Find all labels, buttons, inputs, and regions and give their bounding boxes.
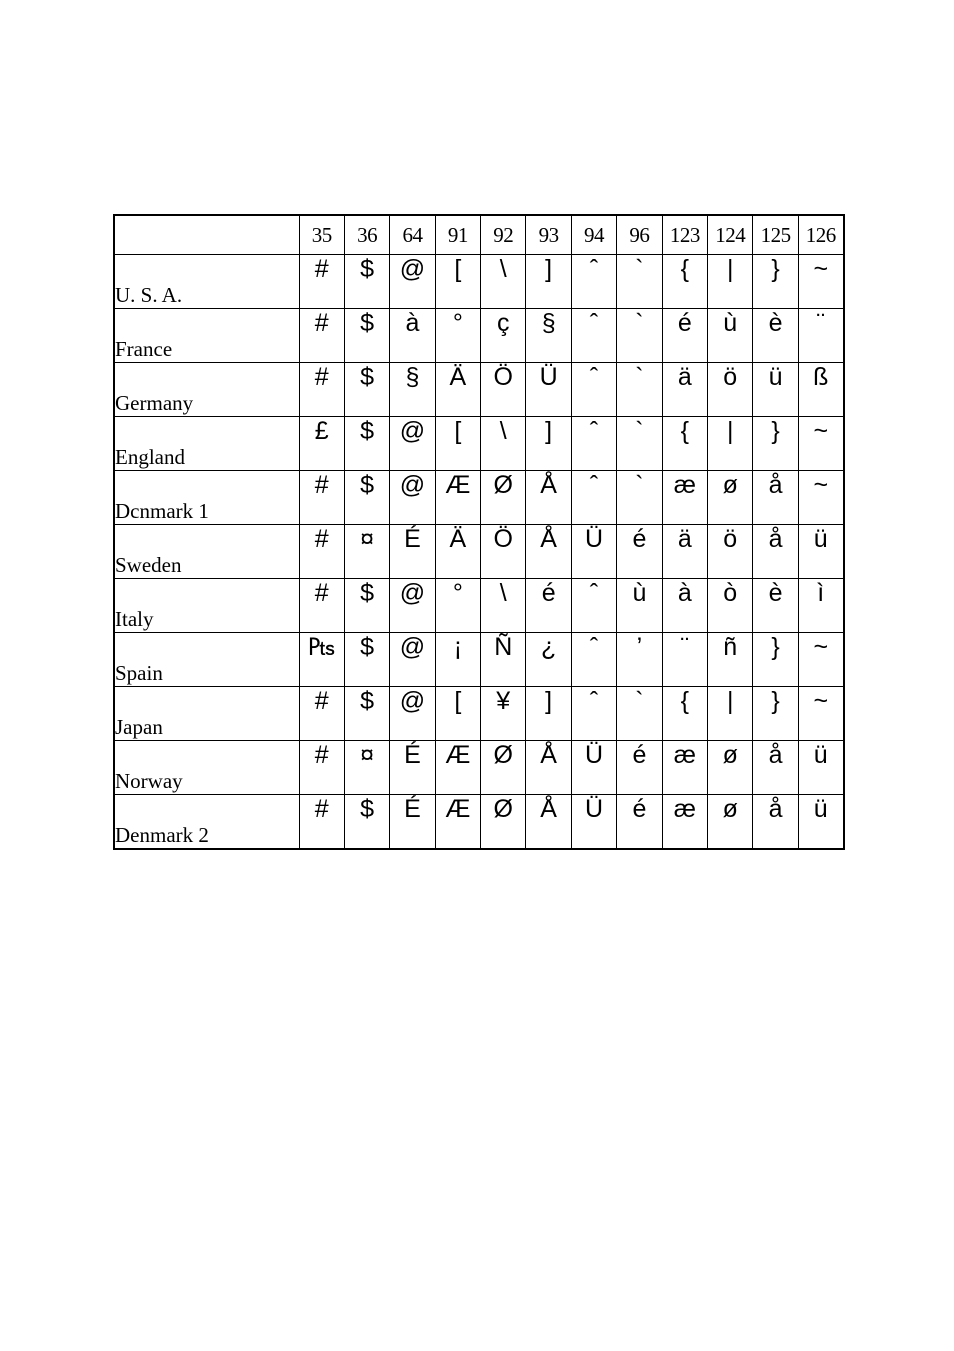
character-cell: Ä — [435, 363, 480, 417]
character-cell: ¤ — [344, 525, 389, 579]
character-cell: # — [299, 579, 344, 633]
character-cell: Å — [526, 795, 571, 850]
country-name: Spain — [114, 633, 299, 687]
character-cell: { — [662, 255, 707, 309]
character-cell: Å — [526, 525, 571, 579]
character-cell: # — [299, 525, 344, 579]
character-cell: $ — [344, 687, 389, 741]
column-code: 91 — [435, 215, 480, 255]
country-name: France — [114, 309, 299, 363]
character-cell: ° — [435, 579, 480, 633]
character-cell: ` — [617, 687, 662, 741]
table-row — [114, 741, 844, 795]
character-cell: $ — [344, 795, 389, 850]
character-cell: ₧ — [299, 633, 344, 687]
character-cell: ø — [708, 471, 753, 525]
column-code: 36 — [344, 215, 389, 255]
character-cell: ` — [617, 417, 662, 471]
character-cell: ` — [617, 255, 662, 309]
character-cell: é — [617, 525, 662, 579]
column-code: 94 — [571, 215, 616, 255]
character-cell: è — [753, 309, 798, 363]
character-cell: Å — [526, 741, 571, 795]
character-cell: ° — [435, 309, 480, 363]
character-cell: $ — [344, 309, 389, 363]
country-name: Dcnmark 1 — [114, 471, 299, 525]
character-cell: ß — [798, 363, 843, 417]
character-cell: ~ — [798, 471, 843, 525]
column-code: 124 — [708, 215, 753, 255]
country-name: England — [114, 417, 299, 471]
character-cell: # — [299, 255, 344, 309]
character-cell: $ — [344, 363, 389, 417]
character-cell: | — [708, 417, 753, 471]
character-cell: é — [662, 309, 707, 363]
character-cell: { — [662, 417, 707, 471]
character-cell: # — [299, 363, 344, 417]
character-cell: # — [299, 309, 344, 363]
character-cell: ü — [798, 525, 843, 579]
character-cell: # — [299, 687, 344, 741]
character-cell: @ — [390, 417, 435, 471]
column-code: 35 — [299, 215, 344, 255]
table-row — [114, 363, 844, 417]
character-cell: ¨ — [798, 309, 843, 363]
character-cell: $ — [344, 579, 389, 633]
character-cell: ¥ — [481, 687, 526, 741]
character-cell: æ — [662, 471, 707, 525]
character-cell: Ä — [435, 525, 480, 579]
character-cell: ø — [708, 741, 753, 795]
character-cell: £ — [299, 417, 344, 471]
character-cell: ì — [798, 579, 843, 633]
column-code: 125 — [753, 215, 798, 255]
character-cell: $ — [344, 633, 389, 687]
character-cell: Ø — [481, 741, 526, 795]
character-cell: # — [299, 795, 344, 850]
character-cell: Å — [526, 471, 571, 525]
character-cell: à — [662, 579, 707, 633]
character-cell: Ø — [481, 471, 526, 525]
table-row — [114, 417, 844, 471]
character-cell: ñ — [708, 633, 753, 687]
country-name: Japan — [114, 687, 299, 741]
character-cell: ¿ — [526, 633, 571, 687]
country-name: U. S. A. — [114, 255, 299, 309]
character-cell: } — [753, 255, 798, 309]
character-cell: { — [662, 687, 707, 741]
character-cell: @ — [390, 255, 435, 309]
table-row — [114, 687, 844, 741]
character-cell: $ — [344, 471, 389, 525]
character-cell: ˆ — [571, 417, 616, 471]
character-cell: å — [753, 525, 798, 579]
country-name: Sweden — [114, 525, 299, 579]
character-cell: # — [299, 741, 344, 795]
character-cell: ü — [798, 741, 843, 795]
character-cell: é — [617, 741, 662, 795]
character-cell: Æ — [435, 741, 480, 795]
character-cell: ~ — [798, 417, 843, 471]
character-cell: ü — [753, 363, 798, 417]
table-row — [114, 633, 844, 687]
character-cell: } — [753, 633, 798, 687]
character-cell: ¡ — [435, 633, 480, 687]
table-row — [114, 525, 844, 579]
table-row — [114, 471, 844, 525]
character-cell: Ü — [526, 363, 571, 417]
character-cell: $ — [344, 255, 389, 309]
character-cell: Æ — [435, 795, 480, 850]
character-cell: ç — [481, 309, 526, 363]
character-cell: @ — [390, 633, 435, 687]
character-cell: [ — [435, 687, 480, 741]
header-row — [114, 215, 844, 255]
character-cell: § — [526, 309, 571, 363]
character-cell: ˆ — [571, 471, 616, 525]
character-cell: § — [390, 363, 435, 417]
character-cell: ] — [526, 255, 571, 309]
character-cell: Ü — [571, 741, 616, 795]
character-cell: Ø — [481, 795, 526, 850]
character-cell: æ — [662, 741, 707, 795]
corner-cell — [114, 215, 299, 255]
character-cell: ’ — [617, 633, 662, 687]
character-cell: é — [526, 579, 571, 633]
character-cell: ~ — [798, 633, 843, 687]
character-cell: ] — [526, 687, 571, 741]
character-cell: ä — [662, 525, 707, 579]
table-row — [114, 579, 844, 633]
column-code: 96 — [617, 215, 662, 255]
character-cell: [ — [435, 255, 480, 309]
table-body — [114, 255, 844, 850]
character-cell: Ü — [571, 525, 616, 579]
character-cell: ù — [708, 309, 753, 363]
character-cell: Ö — [481, 363, 526, 417]
character-cell: è — [753, 579, 798, 633]
country-name: Norway — [114, 741, 299, 795]
character-cell: \ — [481, 255, 526, 309]
table-row — [114, 309, 844, 363]
character-cell: } — [753, 687, 798, 741]
character-cell: ¨ — [662, 633, 707, 687]
column-code: 93 — [526, 215, 571, 255]
column-code: 92 — [481, 215, 526, 255]
table-row — [114, 255, 844, 309]
character-cell: Ö — [481, 525, 526, 579]
character-cell: å — [753, 741, 798, 795]
character-cell: } — [753, 417, 798, 471]
character-cell: @ — [390, 471, 435, 525]
character-cell: ˆ — [571, 687, 616, 741]
character-cell: æ — [662, 795, 707, 850]
character-cell: | — [708, 687, 753, 741]
character-cell: ö — [708, 363, 753, 417]
character-cell: ` — [617, 363, 662, 417]
character-cell: ¤ — [344, 741, 389, 795]
character-cell: É — [390, 795, 435, 850]
character-cell: ˆ — [571, 255, 616, 309]
character-cell: ] — [526, 417, 571, 471]
character-cell: å — [753, 795, 798, 850]
country-name: Denmark 2 — [114, 795, 299, 850]
character-cell: $ — [344, 417, 389, 471]
character-cell: \ — [481, 579, 526, 633]
character-cell: @ — [390, 687, 435, 741]
character-cell: Ü — [571, 795, 616, 850]
character-cell: É — [390, 741, 435, 795]
character-cell: ˆ — [571, 309, 616, 363]
character-cell: ˆ — [571, 363, 616, 417]
character-cell: ` — [617, 309, 662, 363]
character-cell: É — [390, 525, 435, 579]
character-cell: Æ — [435, 471, 480, 525]
character-cell: ˆ — [571, 633, 616, 687]
character-cell: [ — [435, 417, 480, 471]
character-cell: # — [299, 471, 344, 525]
character-cell: \ — [481, 417, 526, 471]
column-code: 64 — [390, 215, 435, 255]
character-cell: ö — [708, 525, 753, 579]
character-cell: | — [708, 255, 753, 309]
character-cell: ~ — [798, 687, 843, 741]
table-row — [114, 795, 844, 850]
character-cell: ä — [662, 363, 707, 417]
character-cell: å — [753, 471, 798, 525]
country-name: Germany — [114, 363, 299, 417]
column-code: 126 — [798, 215, 843, 255]
character-cell: ~ — [798, 255, 843, 309]
character-cell: @ — [390, 579, 435, 633]
country-name: Italy — [114, 579, 299, 633]
character-cell: Ñ — [481, 633, 526, 687]
character-cell: ` — [617, 471, 662, 525]
character-cell: ò — [708, 579, 753, 633]
character-cell: ˆ — [571, 579, 616, 633]
international-character-set-table — [113, 214, 845, 850]
character-cell: ù — [617, 579, 662, 633]
character-cell: é — [617, 795, 662, 850]
column-code: 123 — [662, 215, 707, 255]
character-cell: à — [390, 309, 435, 363]
character-cell: ü — [798, 795, 843, 850]
character-cell: ø — [708, 795, 753, 850]
